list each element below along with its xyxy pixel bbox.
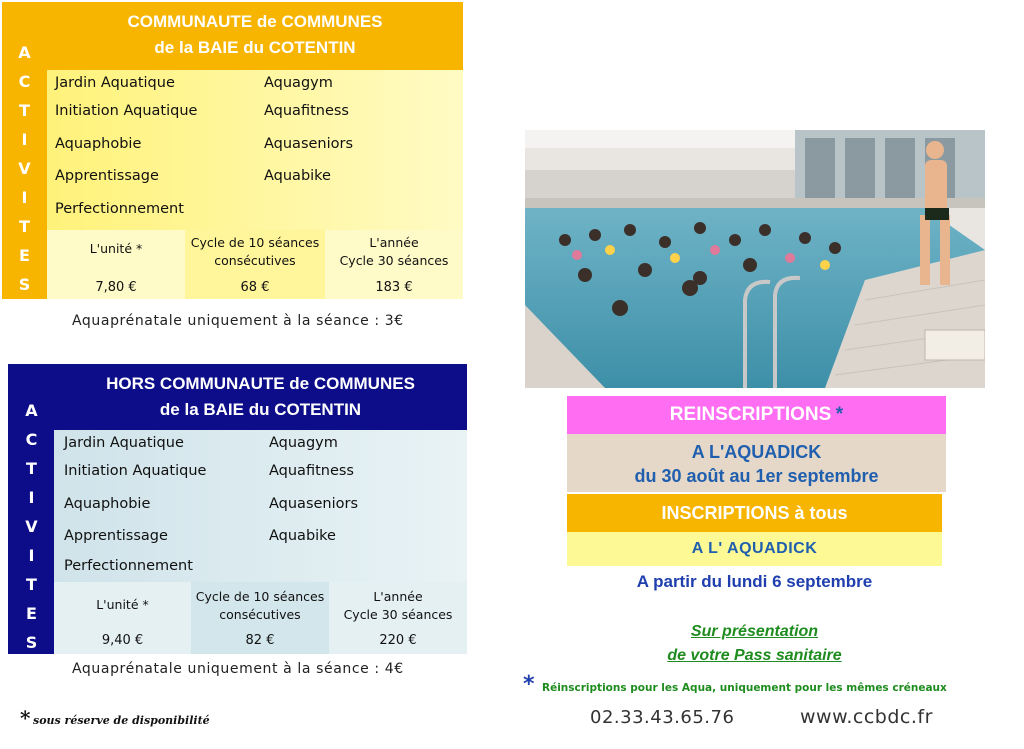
price-cell-unit: L'unité * 7,80 € xyxy=(47,230,185,299)
activity-item: Aquagym xyxy=(264,75,333,91)
reinscriptions-banner xyxy=(567,396,946,434)
activity-item: Aquagym xyxy=(269,435,338,451)
reinscriptions-title: REINSCRIPTIONS xyxy=(669,404,832,425)
activity-item: Perfectionnement xyxy=(64,558,193,574)
availability-footnote: sous réserve de disponibilité xyxy=(33,714,210,727)
price-cell-cycle10: Cycle de 10 séances consécutives 82 € xyxy=(191,582,329,654)
activity-item: Perfectionnement xyxy=(55,201,184,217)
reinscriptions-details xyxy=(567,434,946,492)
box-header xyxy=(54,364,467,430)
activity-item: Initiation Aquatique xyxy=(55,103,198,119)
price-cell-cycle10: Cycle de 10 séances consécutives 68 € xyxy=(185,230,325,299)
nonresident-prenatal-note: Aquaprénatale uniquement à la séance : 4€ xyxy=(72,661,404,677)
pass-line1: Sur présentation xyxy=(690,623,819,640)
reinscription-note: Réinscriptions pour les Aqua, uniquement pour les mêmes créneaux xyxy=(542,682,947,694)
reinscriptions-dates: du 30 août au 1er septembre xyxy=(634,466,879,486)
side-letters: A C T I V I T E S xyxy=(25,401,38,652)
reinscription-note-star: * xyxy=(523,672,535,697)
activities-side-bar xyxy=(2,2,47,299)
activities-side-bar xyxy=(8,364,54,654)
box-title-line2: de la BAIE du COTENTIN xyxy=(154,38,356,57)
activity-item: Apprentissage xyxy=(55,168,159,184)
price-cell-unit: L'unité * 9,40 € xyxy=(54,582,191,654)
price-value: 82 € xyxy=(245,633,275,648)
activity-item: Initiation Aquatique xyxy=(64,463,207,479)
reinscriptions-place: A L'AQUADICK xyxy=(691,442,822,462)
reinscriptions-star: * xyxy=(835,404,844,425)
box-title-line2: de la BAIE du COTENTIN xyxy=(159,400,362,419)
inscriptions-date: A partir du lundi 6 septembre xyxy=(636,572,873,591)
inscriptions-place: A L' AQUADICK xyxy=(691,540,818,557)
box-title-line1: COMMUNAUTE de COMMUNES xyxy=(127,12,383,31)
footnote-star: * xyxy=(20,706,31,730)
side-letters: A C T I V I T E S xyxy=(18,43,31,294)
activity-item: Aquaseniors xyxy=(269,496,359,512)
price-value: 9,40 € xyxy=(101,633,144,648)
price-value: 68 € xyxy=(240,280,270,295)
box-title-line1: HORS COMMUNAUTE de COMMUNES xyxy=(106,374,415,393)
inscriptions-banner xyxy=(567,494,942,532)
pass-line2: de votre Pass sanitaire xyxy=(667,647,842,664)
activity-item: Aquabike xyxy=(269,528,336,544)
activity-item: Aquafitness xyxy=(264,103,349,119)
price-value: 183 € xyxy=(375,280,413,295)
activity-item: Aquabike xyxy=(264,168,331,184)
activity-item: Aquafitness xyxy=(269,463,354,479)
resident-pricing-box xyxy=(2,2,463,299)
activity-item: Aquaseniors xyxy=(264,136,354,152)
box-header xyxy=(47,2,463,70)
contact-website[interactable]: www.ccbdc.fr xyxy=(800,706,933,728)
inscriptions-title: INSCRIPTIONS à tous xyxy=(661,503,848,523)
inscriptions-place-bar xyxy=(567,532,942,566)
price-value: 7,80 € xyxy=(95,280,137,295)
nonresident-pricing-box xyxy=(8,364,467,654)
activity-item: Jardin Aquatique xyxy=(55,75,175,91)
price-value: 220 € xyxy=(379,633,417,648)
pool-photo xyxy=(525,130,985,388)
price-cell-year: L'année Cycle 30 séances 220 € xyxy=(329,582,467,654)
activities-panel xyxy=(54,430,467,654)
activities-panel xyxy=(47,70,463,299)
activity-item: Aquaphobie xyxy=(55,136,142,152)
pool-photo-image xyxy=(525,130,985,388)
activity-item: Jardin Aquatique xyxy=(64,435,184,451)
resident-prenatal-note: Aquaprénatale uniquement à la séance : 3€ xyxy=(72,313,404,329)
activity-item: Aquaphobie xyxy=(64,496,151,512)
price-cell-year: L'année Cycle 30 séances 183 € xyxy=(325,230,463,299)
activity-item: Apprentissage xyxy=(64,528,168,544)
contact-phone: 02.33.43.65.76 xyxy=(590,707,735,728)
